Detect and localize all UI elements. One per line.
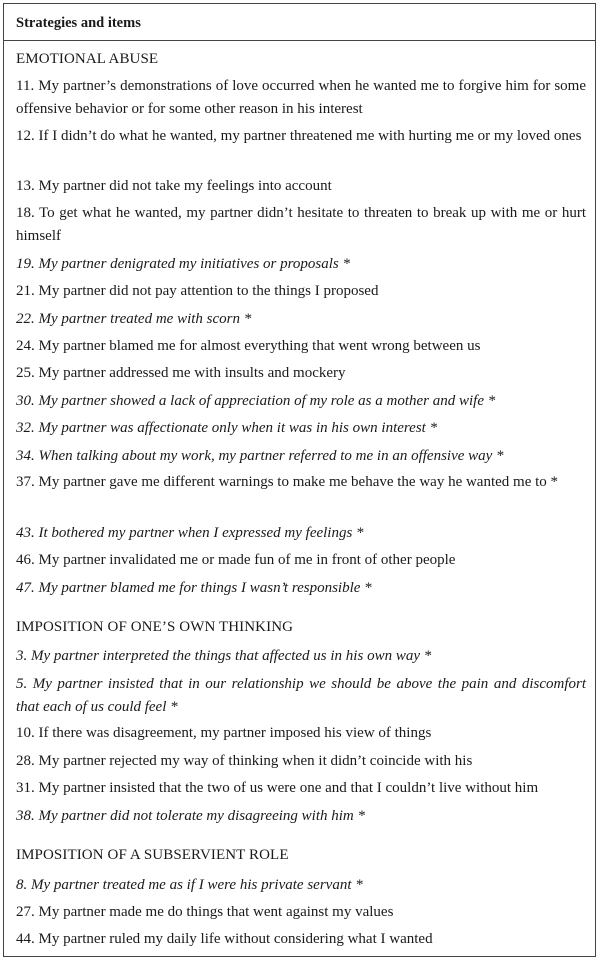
list-item: 22. My partner treated me with scorn * xyxy=(16,311,252,327)
list-item: 19. My partner denigrated my initiatives or proposals * xyxy=(16,256,350,272)
list-item: 24. My partner blamed me for almost everything that went wrong between us xyxy=(16,338,481,354)
list-item: 27. My partner made me do things that went against my values xyxy=(16,904,394,920)
list-item: 28. My partner rejected my way of thinking when it didn’t coincide with his xyxy=(16,753,473,769)
header-divider xyxy=(3,40,596,41)
list-item: 47. My partner blamed me for things I wasn’t responsible * xyxy=(16,580,372,596)
list-item: 38. My partner did not tolerate my disagreeing with him * xyxy=(16,808,365,824)
list-item: 31. My partner insisted that the two of us were one and that I couldn’t live without him xyxy=(16,780,539,796)
list-item: 13. My partner did not take my feelings into account xyxy=(16,178,332,194)
list-item: 5. My partner insisted that in our relationship we should be above the pain and discomfort that each of us could feel * xyxy=(16,676,586,715)
list-item: 3. My partner interpreted the things that affected us in his own way * xyxy=(16,648,432,664)
list-item: 12. If I didn’t do what he wanted, my partner threatened me with hurting me or my loved ones xyxy=(16,128,582,144)
list-item: 11. My partner’s demonstrations of love occurred when he wanted me to forgive him for some offensive behavior or for some other reason in his interest xyxy=(16,78,586,117)
table-header: Strategies and items xyxy=(16,15,141,31)
list-item: 8. My partner treated me as if I were his private servant * xyxy=(16,877,363,893)
list-item: 32. My partner was affectionate only when it was in his own interest * xyxy=(16,420,438,436)
list-item: 30. My partner showed a lack of appreciation of my role as a mother and wife * xyxy=(16,393,496,409)
list-item: 43. It bothered my partner when I expressed my feelings * xyxy=(16,525,364,541)
list-item: 18. To get what he wanted, my partner didn’t hesitate to threaten to break up with me or hurt himself xyxy=(16,205,586,244)
list-item: 25. My partner addressed me with insults and mockery xyxy=(16,365,346,381)
section-title-emotional-abuse: EMOTIONAL ABUSE xyxy=(16,51,159,67)
list-item: 46. My partner invalidated me or made fun of me in front of other people xyxy=(16,552,456,568)
list-item: 44. My partner ruled my daily life without considering what I wanted xyxy=(16,931,433,947)
list-item: 10. If there was disagreement, my partner imposed his view of things xyxy=(16,725,432,741)
list-item: 37. My partner gave me different warnings to make me behave the way he wanted me to * xyxy=(16,474,559,490)
section-title-imposition-of-thinking: IMPOSITION OF ONE’S OWN THINKING xyxy=(16,619,294,635)
list-item: 34. When talking about my work, my partner referred to me in an offensive way * xyxy=(16,448,504,464)
list-item: 21. My partner did not pay attention to the things I proposed xyxy=(16,283,379,299)
section-title-subservient-role: IMPOSITION OF A SUBSERVIENT ROLE xyxy=(16,847,289,863)
